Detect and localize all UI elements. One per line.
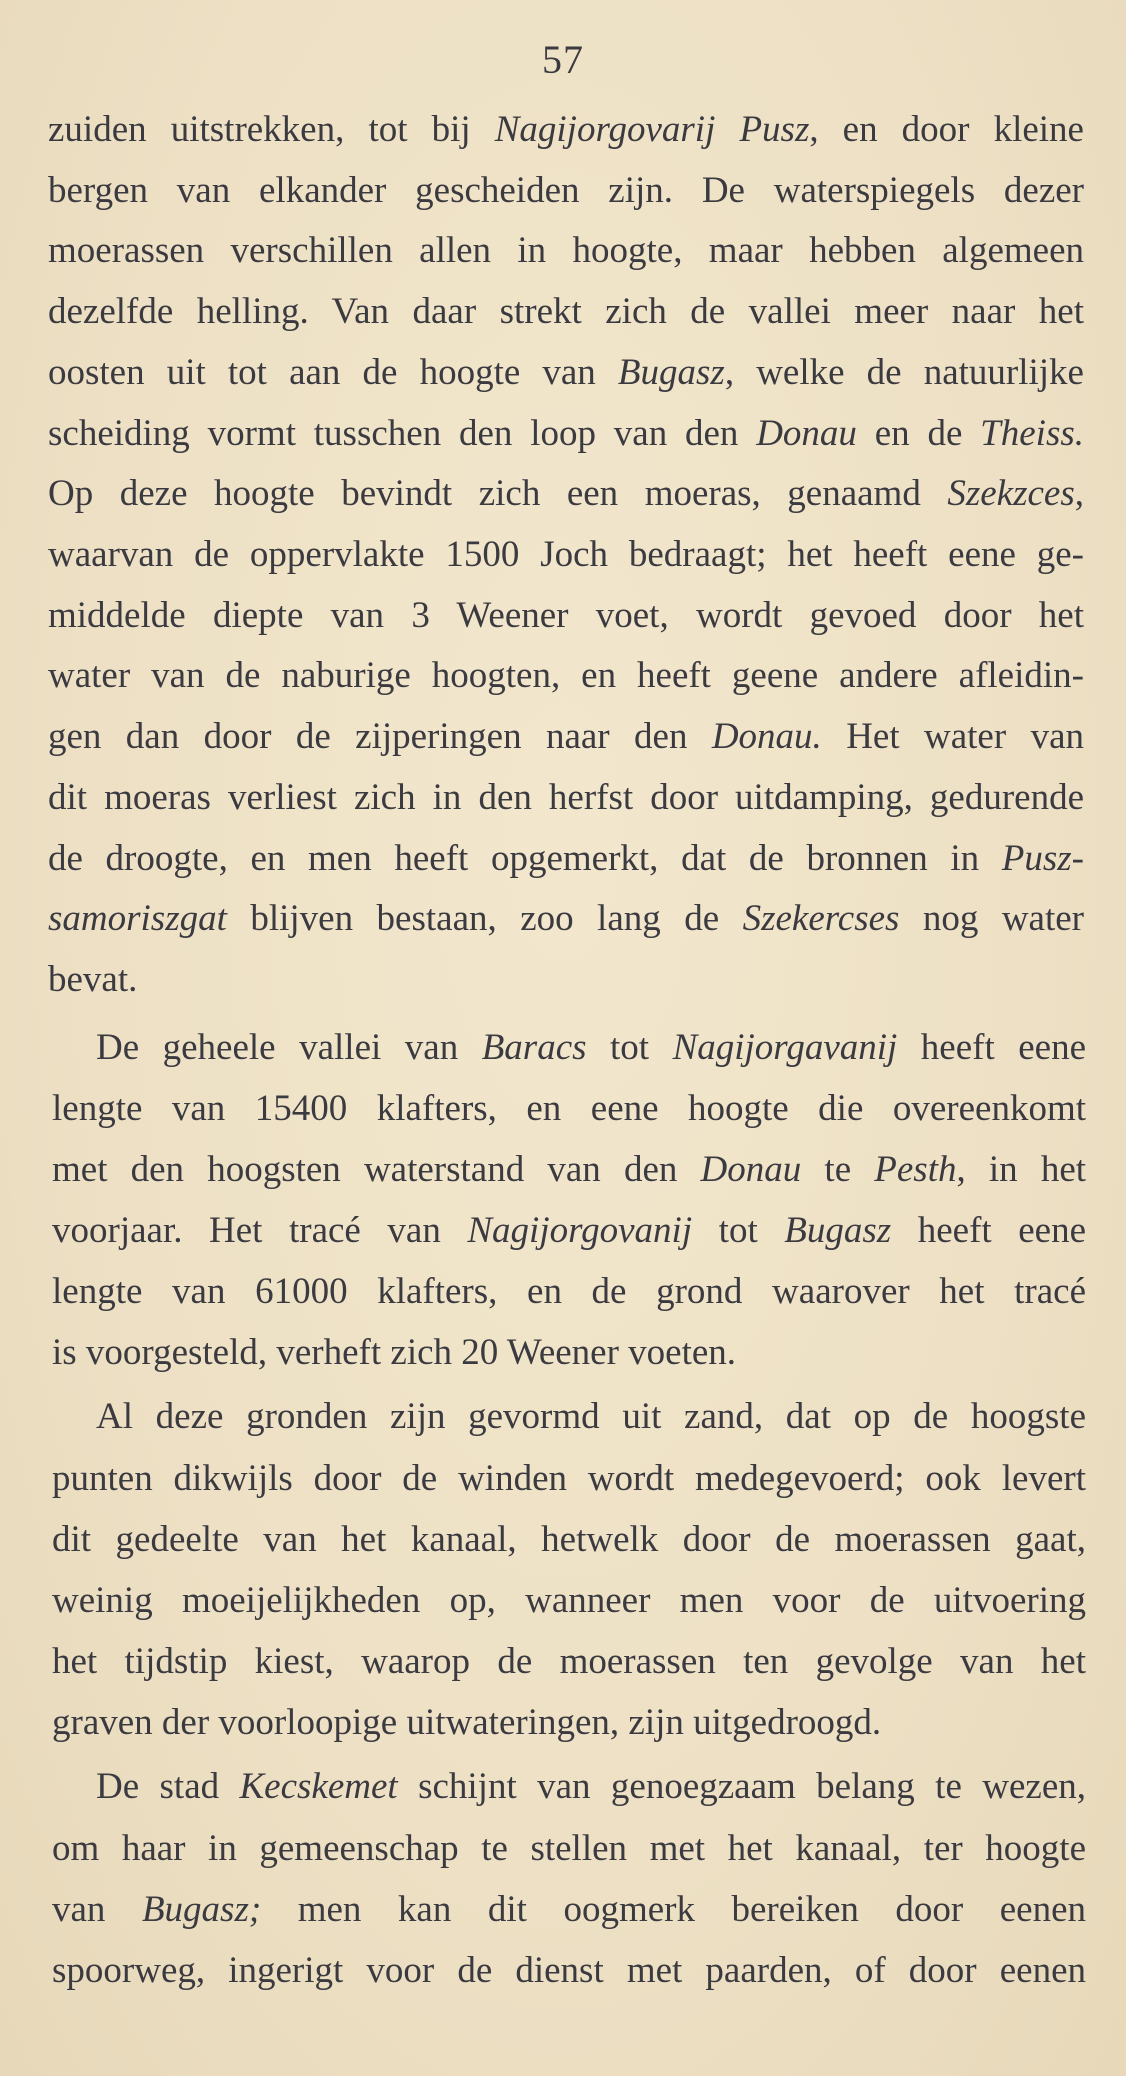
text-line: [48, 774, 1084, 822]
text-run: punten dikwijls door de winden wordt medegevoerd; ook levert: [52, 1458, 1086, 1499]
text-run: blijven bestaan, zoo lang de: [226, 898, 743, 939]
text-run: weinig moeijelijkheden op, wanneer men voor de uitvoering: [52, 1580, 1086, 1621]
text-run: voorjaar. Het tracé van: [52, 1210, 468, 1251]
text-line: [52, 1146, 1086, 1194]
text-line: [48, 106, 1084, 154]
text-run: de droogte, en men heeft opgemerkt, dat de bronnen in: [48, 838, 1002, 879]
text-run: scheiding vormt tusschen den loop van den: [48, 413, 757, 454]
page-number: 57: [542, 37, 584, 82]
italic-run: Bugasz;: [141, 1889, 262, 1930]
text-line: [52, 1699, 1086, 1747]
text-run: middelde diepte van 3 Weener voet, wordt gevoed door het: [48, 595, 1084, 636]
text-line: [52, 1947, 1086, 1995]
italic-run: samoriszgat: [48, 898, 227, 939]
text-run: tot: [692, 1210, 785, 1251]
text-run: , welke de natuurlijke: [724, 352, 1084, 393]
text-run: Op deze hoogte bevindt zich een moeras, genaamd: [48, 473, 948, 514]
italic-run: Kecskemet: [239, 1766, 398, 1807]
text-run: De stad: [96, 1766, 240, 1807]
text-run: om haar in gemeenschap te stellen met het kanaal, ter hoogte: [52, 1828, 1086, 1869]
text-run: moerassen verschillen allen in hoogte, maar hebben algemeen: [48, 230, 1084, 271]
text-run: graven der voorloopige uitwateringen, zijn uitgedroogd.: [52, 1702, 882, 1743]
text-line: [48, 227, 1084, 275]
text-run: zuiden uitstrekken, tot bij: [48, 109, 495, 150]
text-line: [48, 835, 1084, 883]
text-line: [52, 1516, 1086, 1564]
text-run: tot: [586, 1027, 673, 1068]
italic-run: Pesth: [874, 1149, 957, 1190]
text-run: heeft eene: [897, 1027, 1086, 1068]
text-line: [52, 1268, 1086, 1316]
text-run: oosten uit tot aan de hoogte van: [48, 352, 618, 393]
italic-run: Baracs: [481, 1027, 587, 1068]
text-run: bergen van elkander gescheiden zijn. De waterspiegels dezer: [48, 170, 1084, 211]
text-run: dezelfde helling. Van daar strekt zich de vallei meer naar het: [48, 291, 1084, 332]
italic-run: Bugasz: [617, 352, 725, 393]
text-run: schijnt van genoegzaam belang te wezen,: [397, 1766, 1086, 1807]
text-run: De geheele vallei van: [96, 1027, 482, 1068]
italic-run: Bugasz: [784, 1210, 892, 1251]
text-run: te: [801, 1149, 875, 1190]
italic-run: Szekzces: [947, 473, 1075, 514]
italic-run: Nagijorgovanij: [467, 1210, 693, 1251]
italic-run: Donau.: [711, 716, 822, 757]
text-line: [48, 895, 1084, 943]
text-run: , in het: [956, 1149, 1086, 1190]
text-line: [52, 1455, 1086, 1503]
text-line: [52, 1085, 1086, 1133]
italic-run: Donau: [700, 1149, 802, 1190]
text-run: waarvan de oppervlakte 1500 Joch bedraagt; het heeft eene ge-: [48, 534, 1084, 575]
text-run: dit gedeelte van het kanaal, hetwelk door de moerassen gaat,: [52, 1519, 1086, 1560]
text-line: [52, 1825, 1086, 1873]
text-line: [96, 1763, 1086, 1811]
text-run: dit moeras verliest zich in den herfst door uitdamping, gedurende: [48, 777, 1084, 818]
text-run: het tijdstip kiest, waarop de moerassen ten gevolge van het: [52, 1641, 1086, 1682]
italic-run: Szekercses: [742, 898, 900, 939]
italic-run: Theiss.: [980, 413, 1084, 454]
text-run: spoorweg, ingerigt voor de dienst met paarden, of door eenen: [52, 1950, 1086, 1991]
text-run: lengte van 61000 klafters, en de grond waarover het tracé: [52, 1271, 1086, 1312]
text-line: [48, 531, 1084, 579]
text-run: Al deze gronden zijn gevormd uit zand, dat op de hoogste: [96, 1396, 1086, 1437]
text-run: men kan dit oogmerk bereiken door eenen: [261, 1889, 1086, 1930]
text-run: nog water: [899, 898, 1084, 939]
text-line: [48, 956, 1084, 1004]
text-run: , en door kleine: [809, 109, 1084, 150]
text-run: bevat.: [48, 959, 138, 1000]
text-line: [52, 1207, 1086, 1255]
text-run: ,: [1074, 473, 1084, 514]
text-line: [52, 1577, 1086, 1625]
text-line: [48, 592, 1084, 640]
text-run: gen dan door de zijperingen naar den: [48, 716, 712, 757]
italic-run: Nagijorgovarij Pusz: [494, 109, 810, 150]
text-line: [52, 1329, 1086, 1377]
italic-run: Donau: [756, 413, 857, 454]
text-run: Het water van: [821, 716, 1084, 757]
text-run: lengte van 15400 klafters, en eene hoogte die overeenkomt: [52, 1088, 1086, 1129]
text-run: van: [52, 1889, 142, 1930]
text-line: [48, 167, 1084, 215]
text-run: heeft eene: [891, 1210, 1086, 1251]
text-line: [96, 1393, 1086, 1441]
text-run: is voorgesteld, verheft zich 20 Weener voeten.: [52, 1332, 737, 1373]
text-line: [96, 1024, 1086, 1072]
text-line: [48, 652, 1084, 700]
text-run: en de: [856, 413, 981, 454]
text-run: met den hoogsten waterstand van den: [52, 1149, 701, 1190]
text-line: [48, 349, 1084, 397]
text-line: [52, 1886, 1086, 1934]
text-line: [48, 288, 1084, 336]
text-line: [48, 470, 1084, 518]
text-line: [48, 713, 1084, 761]
text-run: water van de naburige hoogten, en heeft geene andere afleidin-: [48, 655, 1084, 696]
italic-run: Pusz-: [1001, 838, 1084, 879]
text-line: [48, 410, 1084, 458]
text-line: [52, 1638, 1086, 1686]
italic-run: Nagijorgavanij: [672, 1027, 898, 1068]
